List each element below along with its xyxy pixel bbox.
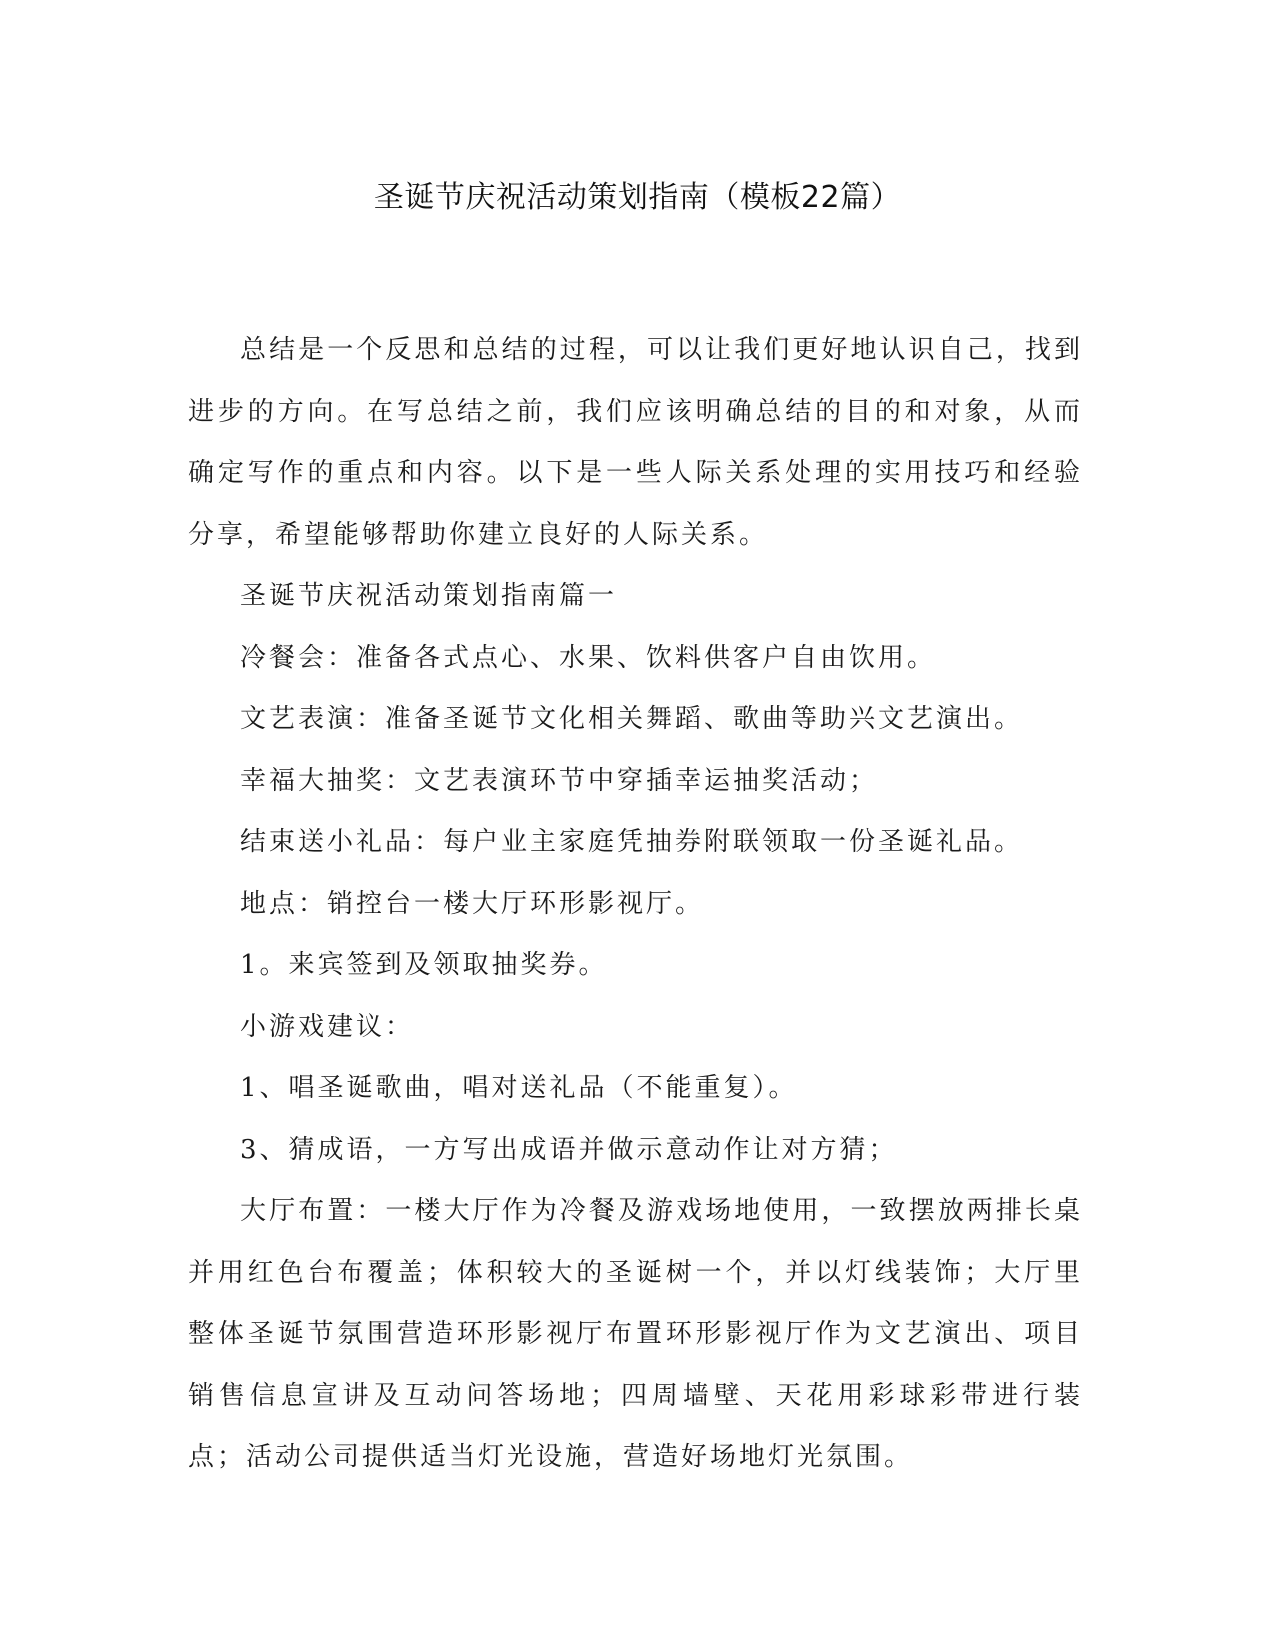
document-body — [188, 320, 1083, 1489]
document-title: 圣诞节庆祝活动策划指南（模板22篇） — [373, 180, 902, 215]
intro-paragraph: 总结是一个反思和总结的过程，可以让我们更好地认识自己，找到进步的方向。在写总结之前，我们应该明确总结的目的和对象，从而确定写作的重点和内容。以下是一些人际关系处理的实用技巧和经验分享，希望能够帮助你建立良好的人际关系。 — [188, 335, 1083, 550]
paragraph-gifts: 结束送小礼品：每户业主家庭凭抽券附联领取一份圣诞礼品。 — [240, 827, 1024, 857]
paragraph-performance: 文艺表演：准备圣诞节文化相关舞蹈、歌曲等助兴文艺演出。 — [240, 704, 1024, 734]
paragraph-game-1: 1、唱圣诞歌曲，唱对送礼品（不能重复）。 — [240, 1073, 798, 1103]
paragraph-sign-in: 1。来宾签到及领取抽奖券。 — [240, 950, 608, 980]
paragraph-location: 地点：销控台一楼大厅环形影视厅。 — [240, 888, 705, 919]
section-heading: 圣诞节庆祝活动策划指南篇一 — [240, 581, 618, 611]
paragraph-cold-buffet: 冷餐会：准备各式点心、水果、饮料供客户自由饮用。 — [240, 642, 937, 673]
paragraph-hall-layout: 大厅布置：一楼大厅作为冷餐及游戏场地使用，一致摆放两排长桌并用红色台布覆盖；体积较大的圣诞树一个，并以灯线装饰；大厅里整体圣诞节氛围营造环形影视厅布置环形影视厅作为文艺演出、项目销售信息宣讲及互动问答场地；四周墙壁、天花用彩球彩带进行装点；活动公司提供适当灯光设施，营造好场地灯光氛围。 — [188, 1196, 1083, 1472]
paragraph-lottery: 幸福大抽奖：文艺表演环节中穿插幸运抽奖活动； — [240, 765, 879, 796]
paragraph-games-heading: 小游戏建议： — [240, 1011, 415, 1042]
paragraph-game-3: 3、猜成语，一方写出成语并做示意动作让对方猜； — [240, 1134, 898, 1165]
